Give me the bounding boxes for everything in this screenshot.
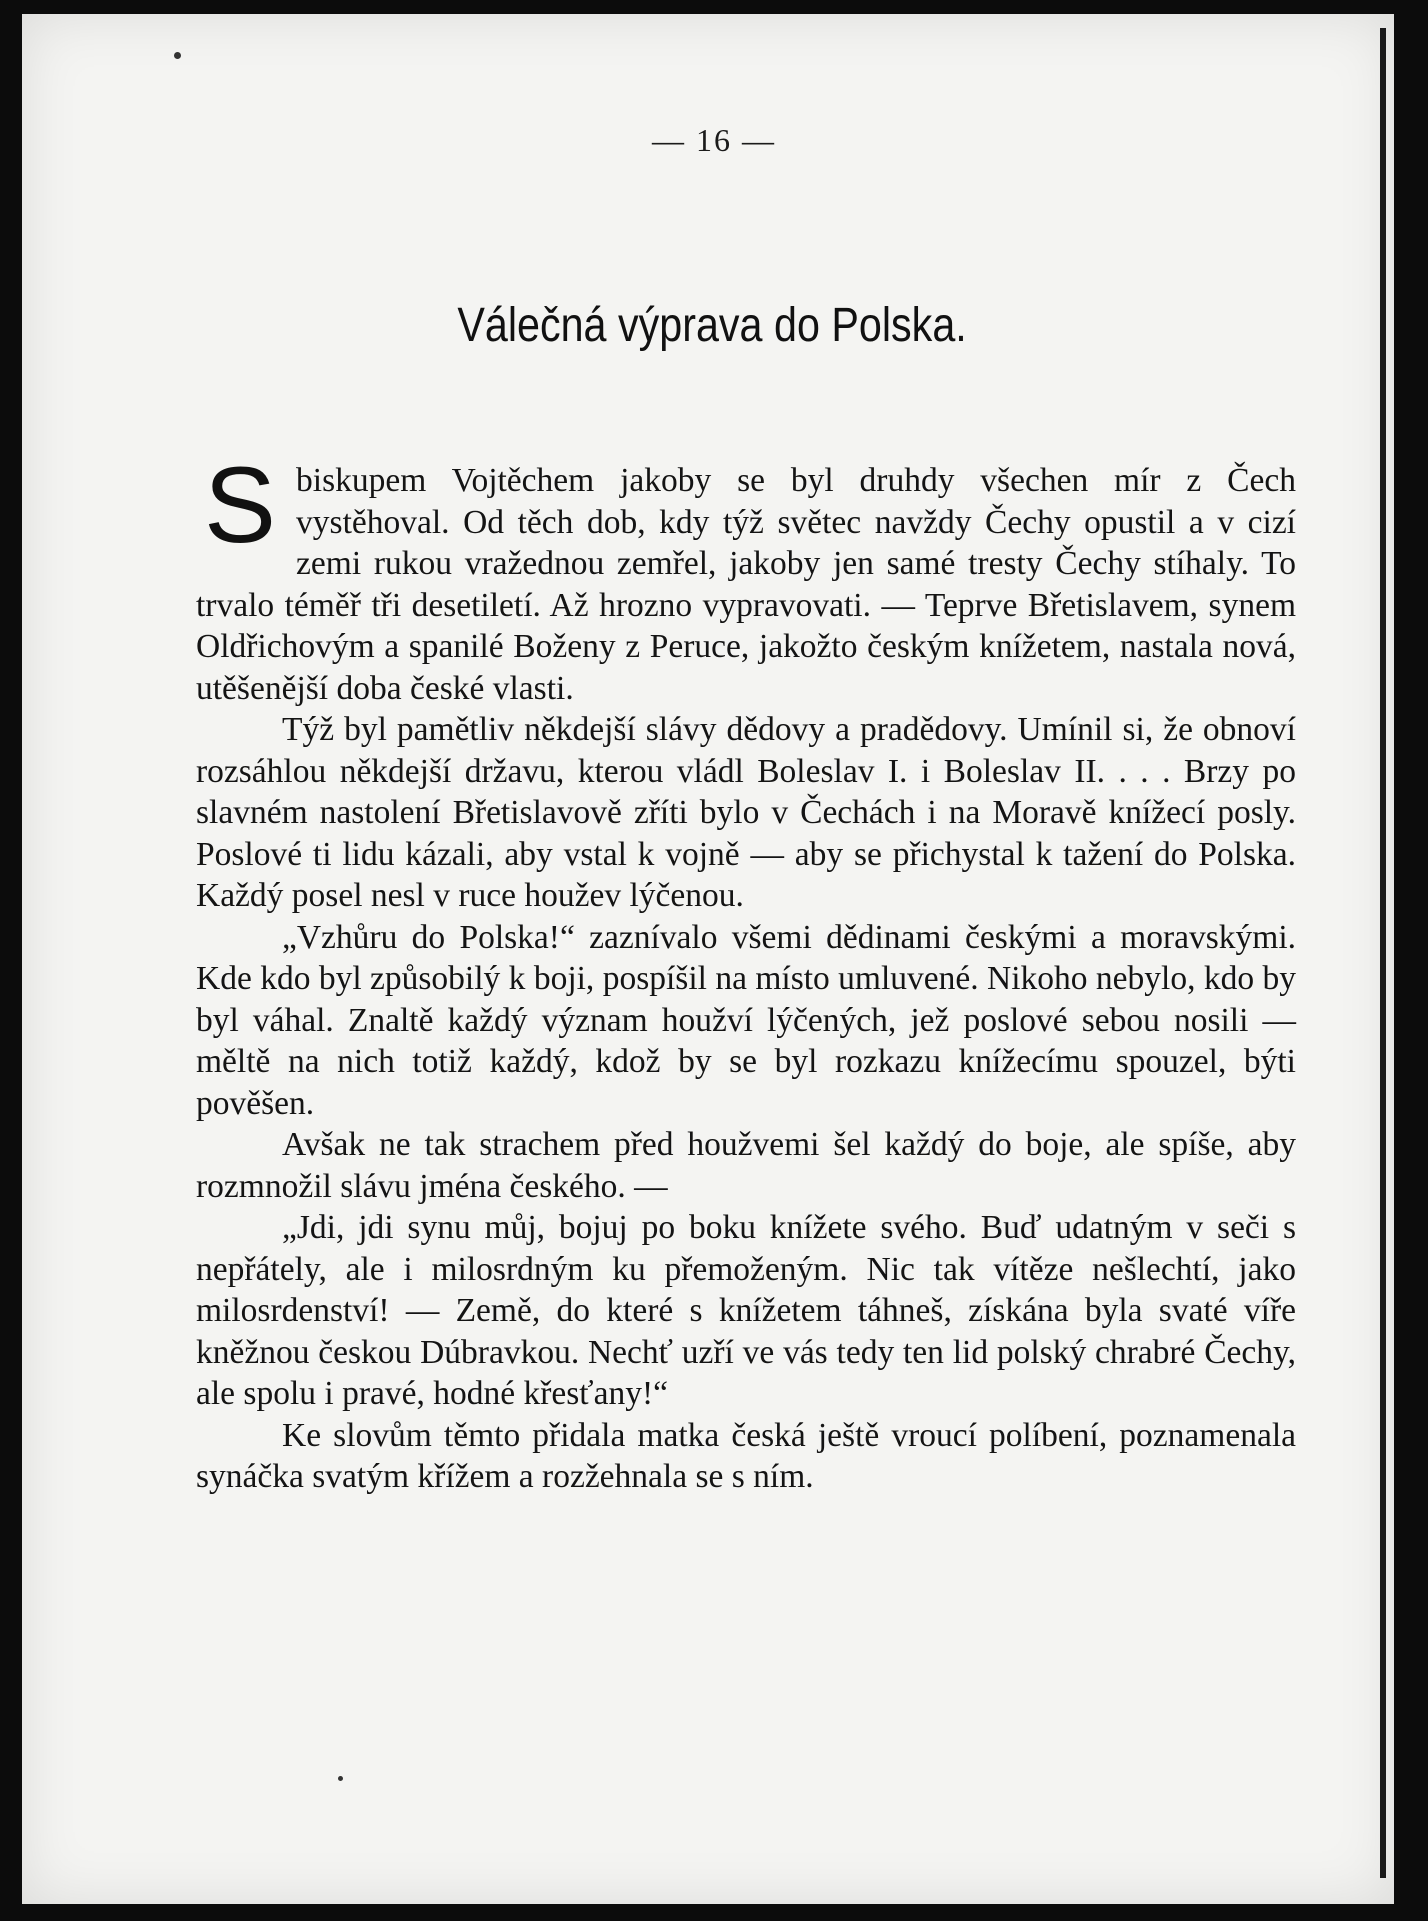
paragraph: „Jdi, jdi synu můj, bojuj po boku knížete svého. Buď udatným v seči s nepřátely, ale i milosrdným ku přemoženým. Nic tak vítěze nešlechtí, jako milosrdenství! — Země, do které s knížetem táhneš, získána byla svaté víře kněžnou českou Dúbravkou. Nechť uzří ve vás tedy ten lid polský chrabré Čechy, ale spolu i pravé, hodné křesťany!“ (196, 1209, 1296, 1412)
chapter-title: Válečná výprava do Polska. (457, 299, 967, 352)
ink-speck (338, 1776, 343, 1781)
body-text (196, 444, 1296, 1498)
paragraph-text: biskupem Vojtěchem jakoby se byl druhdy všechen mír z Čech vystěhoval. Od těch dob, kdy týž světec navždy Čechy opustil a v cizí zemi rukou vražednou zemřel, jakoby jen samé tresty Čechy stíhaly. To trvalo téměř tři desetiletí. Až hrozno vypravovati. — Teprve Břetislavem, synem Oldřichovým a spanilé Boženy z Peruce, jakožto českým knížetem, nastala nová, utěšenější doba české vlasti. (196, 462, 1296, 707)
ink-speck (174, 52, 181, 59)
paragraph: „Vzhůru do Polska!“ zaznívalo všemi dědinami českými a moravskými. Kde kdo byl způsobilý k boji, pospíšil na místo umluvené. Nikoho nebylo, kdo by byl váhal. Znaltě každý význam houžví lýčených, jež poslové sebou nosili — měltě na nich totiž každý, kdož by se byl rozkazu knížecímu spouzel, býti pověšen. (196, 918, 1296, 1122)
paragraph: Avšak ne tak strachem před houžvemi šel každý do boje, ale spíše, aby rozmnožil slávu jména českého. — (196, 1126, 1296, 1205)
book-spine-edge (1380, 28, 1386, 1878)
paragraph: Týž byl pamětliv někdejší slávy dědovy a pradědovy. Umínil si, že obnoví rozsáhlou někdejší državu, kterou vládl Boleslav I. i Boleslav II. . . . Brzy po slavném nastolení Břetislavově zříti bylo v Čechách i na Moravě knížecí posly. Poslové ti lidu kázali, aby vstal k vojně — aby se přichystal k tažení do Polska. Každý posel nesl v ruce houžev lýčenou. (196, 711, 1296, 914)
page-number: — 16 — (652, 122, 776, 158)
paragraph: Ke slovům těmto přidala matka česká ještě vroucí políbení, poznamenala synáčka svatým křížem a rozžehnala se s ním. (196, 1416, 1296, 1495)
paragraph (196, 444, 1296, 709)
drop-cap: S (204, 444, 277, 565)
